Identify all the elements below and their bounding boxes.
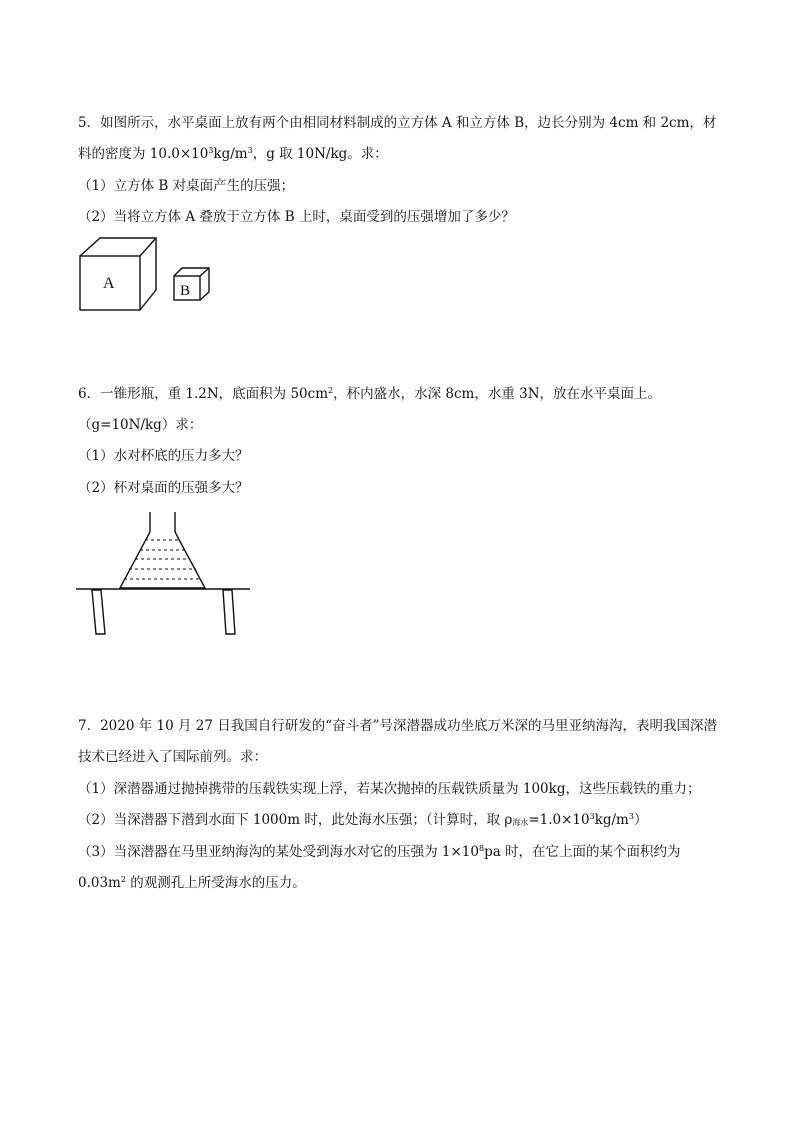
q5-line-2: 料的密度为 $10.0\times 10^3kg/m^3$，g 取 10N/kg。求：: [78, 146, 388, 162]
flask-figure: [74, 510, 254, 640]
q7-sub-2: （2）当深潜器下潜到水面下 1000m 时，此处海水压强；（计算时，取 ρ海水$=1.0\times 10^3kg/m^3$）: [78, 812, 648, 828]
q7-sub-1: （1）深潜器通过抛掉携带的压载铁实现上浮，若某次抛掉的压载铁质量为 100kg，这些压载铁的重力；: [78, 781, 701, 797]
q7-line-2: 技术已经进入了国际前列。求：: [78, 749, 267, 765]
table: [76, 589, 250, 634]
q6-sub-2: （2）杯对桌面的压强多大？: [78, 480, 249, 496]
cube-a-label: A: [103, 275, 115, 292]
cube-a: [80, 238, 156, 310]
flask: [120, 512, 205, 588]
q6-line-2: （g=10N/kg）求：: [78, 417, 203, 433]
q7-sub-3: （3）当深潜器在马里亚纳海沟的某处受到海水对它的压强为 $1\times 10^8pa$ 时，在它上面的某个面积约为: [78, 844, 681, 860]
cube-figure: [70, 232, 220, 314]
q7-line-1: 7．2020 年 10 月 27 日我国自行研发的“奋斗者”号深潜器成功坐底万米深的马里亚纳海沟，表明我国深潜: [78, 718, 718, 734]
q5-sub-2: （2）当将立方体 A 叠放于立方体 B 上时，桌面受到的压强增加了多少？: [78, 209, 515, 225]
water-lines: [124, 540, 201, 579]
q7-sub-4: $0.03m^2$ 的观测孔上所受海水的压力。: [78, 875, 306, 891]
q5-sub-1: （1）立方体 B 对桌面产生的压强；: [78, 178, 295, 194]
q6-sub-1: （1）水对杯底的压力多大？: [78, 448, 249, 464]
q6-line-1: 6．一锥形瓶，重 1.2N，底面积为 $50cm^2$，杯内盛水，水深 8cm，水重 3N，放在水平桌面上。: [78, 386, 662, 402]
q5-line-1: 5．如图所示，水平桌面上放有两个由相同材料制成的立方体 A 和立方体 B，边长分别为 4cm 和 2cm，材: [78, 115, 717, 131]
cube-b-label: B: [180, 283, 191, 299]
